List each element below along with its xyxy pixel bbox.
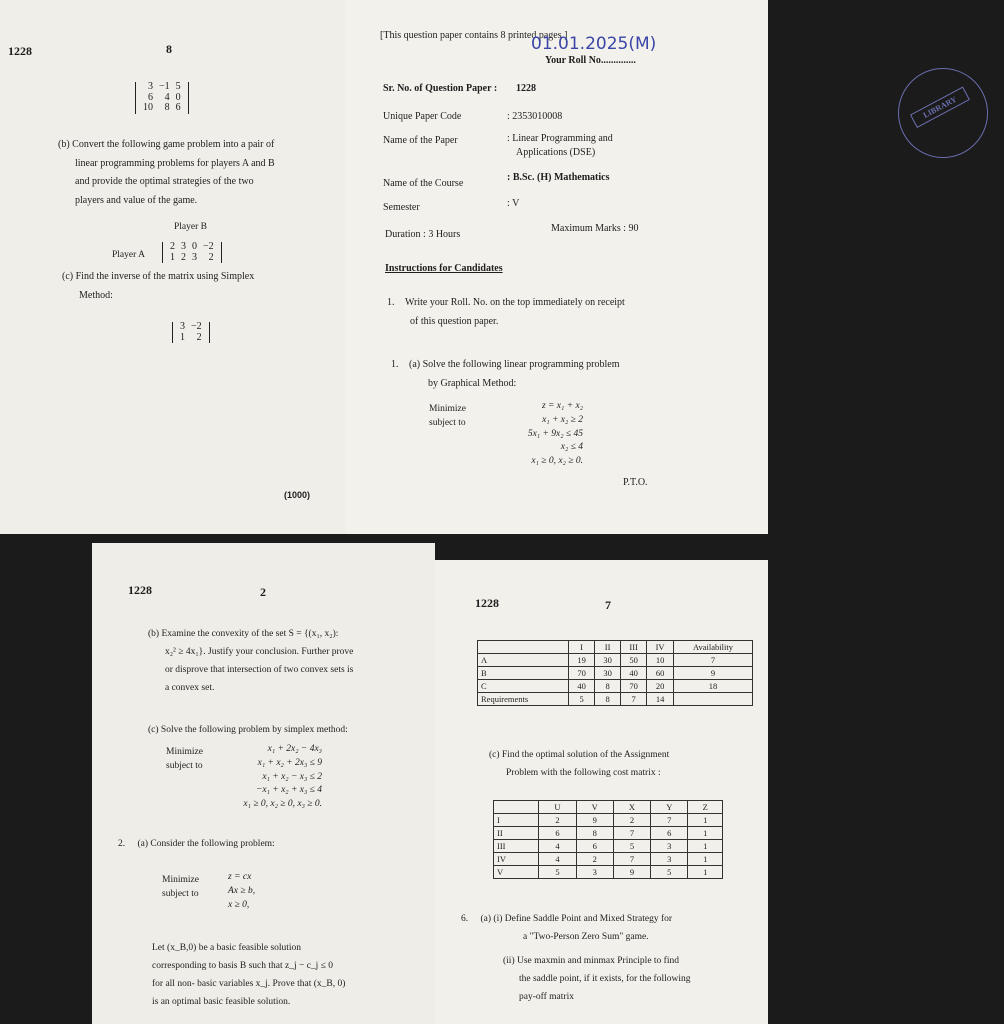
matrix-cell: 5: [175, 81, 181, 92]
table-cell: 6: [576, 840, 613, 853]
field-label: Name of the Paper: [383, 135, 458, 146]
table-cell: 7: [651, 814, 688, 827]
table-cell: 7: [674, 654, 753, 667]
lp-line: x₁ + x₂ + 2x₃ ≤ 9: [257, 757, 322, 768]
lp-line: Ax ≥ b,: [228, 885, 256, 896]
lp-line: x₁ + 2x₂ − 4x₃: [267, 744, 322, 754]
minimize-label: Minimize: [429, 404, 466, 414]
table-cell: 5: [651, 866, 688, 879]
table-cell: 9: [613, 866, 650, 879]
player-a-label: Player A: [112, 250, 145, 260]
field-value: : Linear Programming and: [507, 133, 613, 144]
question-number: 1.: [391, 359, 399, 370]
matrix-cell: −1: [159, 81, 170, 92]
page-code: 1228: [475, 596, 499, 610]
question-b-line: and provide the optimal strategies of the two: [75, 176, 254, 187]
matrix-cell: 0: [175, 91, 181, 103]
question-line: or disprove that intersection of two convex sets is: [165, 665, 354, 676]
max-marks: Maximum Marks : 90: [551, 223, 639, 234]
field-value: 1228: [516, 83, 536, 94]
minimize-label: Minimize: [166, 747, 203, 757]
field-label: Semester: [383, 202, 420, 213]
question-line: by Graphical Method:: [428, 377, 517, 389]
table-cell: 9: [674, 667, 753, 680]
table-cell: 5: [569, 693, 595, 706]
table-cell: [674, 693, 753, 706]
lp-constraints: [493, 400, 583, 469]
instruction-line: Write your Roll. No. on the top immediately on receipt: [405, 297, 625, 308]
question-b-line: players and value of the game.: [75, 194, 198, 206]
question-line: Problem with the following cost matrix :: [506, 768, 661, 779]
problem-constraints: [228, 871, 255, 912]
question-line: the saddle point, if it exists, for the following: [519, 974, 691, 985]
table-row: [494, 853, 723, 866]
table-header-cell: Availability: [674, 641, 753, 654]
matrix-1: [135, 82, 189, 119]
question-c-line: Method:: [79, 289, 113, 301]
question-b-line: Convert the following game problem into a pair of: [72, 139, 275, 150]
table-row: [494, 866, 723, 879]
question-b: [58, 136, 318, 210]
matrix-row: [167, 253, 217, 264]
table-row: [494, 840, 723, 853]
table-cell: 70: [621, 680, 647, 693]
lp-line: x₁ ≥ 0, x₂ ≥ 0.: [531, 456, 583, 467]
table-header-row: [478, 641, 753, 654]
instruction-1: [387, 294, 697, 331]
question-c-line: Find the inverse of the matrix using Simplex: [75, 271, 255, 282]
lp-line: z = x₁ + x₂: [541, 401, 583, 411]
question-line: x₂² ≥ 4x₁}. Justify your conclusion. Further prove: [165, 647, 354, 658]
question-1a: [391, 356, 701, 393]
table-cell: 2: [539, 814, 576, 827]
table-cell: 6: [651, 827, 688, 840]
table-cell: 2: [576, 853, 613, 866]
table-cell: 3: [576, 866, 613, 879]
field-label: Unique Paper Code: [383, 111, 462, 122]
table-row: [494, 814, 723, 827]
subject-to-label: subject to: [166, 761, 203, 771]
minimize-label: Minimize: [162, 875, 199, 885]
library-stamp: [882, 52, 1004, 174]
matrix-cell: 6: [175, 102, 181, 113]
table-cell: 40: [569, 680, 595, 693]
matrix-cell: 8: [164, 102, 170, 113]
table-cell: B: [478, 667, 569, 680]
matrix-row: [177, 333, 205, 344]
subject-to-label: subject to: [162, 889, 199, 899]
table-header-cell: [494, 801, 539, 814]
page-7-sheet: [435, 560, 768, 1024]
lp-line: x ≥ 0,: [228, 899, 250, 910]
matrix-cell: 10: [143, 102, 153, 113]
table-cell: 20: [647, 680, 674, 693]
question-line: (ii) Use maxmin and minmax Principle to find: [503, 956, 679, 966]
matrix-cell: 2: [181, 251, 186, 263]
question-6a-ii: [503, 952, 763, 1006]
table-cell: 1: [688, 827, 723, 840]
question-c-label: (c): [62, 271, 74, 282]
question-line: a convex set.: [165, 683, 215, 694]
matrix-cell: 6: [148, 91, 153, 103]
question-line: (b) Examine the convexity of the set S = {(x₁, x₂):: [148, 629, 339, 639]
page-number: 8: [166, 42, 172, 56]
lp-line: x₁ + x₂ − x₃ ≤ 2: [262, 771, 322, 782]
table-cell: 1: [688, 814, 723, 827]
lp-line: z = cx: [228, 872, 252, 882]
cover-sheet: [345, 0, 959, 534]
header-note: [This question paper contains 8 printed pages.]: [380, 30, 568, 41]
field-value: Applications (DSE): [516, 147, 596, 158]
table-header-cell: III: [621, 641, 647, 654]
field-value: : B.Sc. (H) Mathematics: [507, 172, 610, 183]
table-cell: Requirements: [478, 693, 569, 706]
matrix-cell: 3: [181, 241, 186, 252]
table-cell: 6: [539, 827, 576, 840]
table-cell: III: [494, 840, 539, 853]
table-cell: 1: [688, 866, 723, 879]
question-line: (a) (i) Define Saddle Point and Mixed Strategy for: [480, 914, 673, 924]
question-b: [148, 625, 430, 697]
table-cell: 70: [569, 667, 595, 680]
question-line: (a) Solve the following linear programming problem: [409, 359, 620, 370]
table-header-cell: Y: [651, 801, 688, 814]
matrix-cell: 0: [192, 241, 197, 252]
table-cell: 50: [621, 654, 647, 667]
question-b-label: (b): [58, 139, 70, 150]
instructions-title: Instructions for Candidates: [385, 263, 503, 274]
table-cell: 4: [539, 853, 576, 866]
table-row: [478, 654, 753, 667]
table-cell: C: [478, 680, 569, 693]
table-cell: A: [478, 654, 569, 667]
table-header-cell: U: [539, 801, 576, 814]
paragraph-line: Let (x_B,0) be a basic feasible solution: [152, 943, 302, 953]
matrix-cell: −2: [191, 321, 202, 332]
subject-to-label: subject to: [429, 418, 466, 428]
table-row: [494, 827, 723, 840]
question-line: (a) Consider the following problem:: [137, 839, 275, 849]
table-header-cell: [478, 641, 569, 654]
page-number: 2: [260, 585, 266, 599]
table-cell: 60: [647, 667, 674, 680]
matrix-cell: 3: [148, 81, 153, 92]
question-line: a "Two-Person Zero Sum" game.: [523, 932, 649, 943]
field-label: Sr. No. of Question Paper :: [383, 83, 498, 94]
simplex-lp: [210, 743, 322, 812]
table-cell: 5: [539, 866, 576, 879]
table-header-cell: II: [595, 641, 621, 654]
copies-count: (1000): [284, 490, 311, 500]
matrix-row: [140, 82, 184, 93]
matrix-cell: 4: [164, 91, 170, 103]
table-cell: 14: [647, 693, 674, 706]
question-number: 2.: [118, 839, 126, 849]
matrix-row: [177, 322, 205, 333]
question-6a: [461, 910, 761, 946]
page-number: 7: [605, 598, 611, 612]
table-cell: 7: [613, 827, 650, 840]
table-cell: IV: [494, 853, 539, 866]
game-matrix: [162, 242, 222, 268]
question-c: [489, 746, 769, 782]
table-header-cell: V: [576, 801, 613, 814]
table-cell: 7: [613, 853, 650, 866]
table-cell: 18: [674, 680, 753, 693]
matrix-row: [140, 103, 184, 114]
matrix-cell: 3: [192, 251, 197, 263]
matrix-cell: 1: [170, 251, 175, 263]
table-header-cell: X: [613, 801, 650, 814]
question-c: [62, 268, 322, 305]
page-2-sheet: [92, 543, 435, 1024]
field-value: : V: [507, 198, 520, 209]
table-row: [478, 693, 753, 706]
transportation-table: [477, 640, 753, 706]
table-cell: 10: [647, 654, 674, 667]
page-code: 1228: [8, 44, 32, 58]
table-cell: 3: [651, 840, 688, 853]
instruction-line: of this question paper.: [410, 315, 499, 327]
table-header-cell: Z: [688, 801, 723, 814]
lp-line: 5x₁ + 9x₂ ≤ 45: [527, 428, 583, 439]
lp-line: −x₁ + x₂ + x₃ ≤ 4: [255, 785, 322, 796]
pto: P.T.O.: [623, 477, 648, 488]
inverse-matrix: [172, 322, 210, 348]
table-cell: 30: [595, 654, 621, 667]
player-b-label: Player B: [174, 222, 207, 232]
roll-no: Your Roll No..............: [545, 55, 636, 66]
table-cell: 9: [576, 814, 613, 827]
table-header-cell: I: [569, 641, 595, 654]
table-cell: I: [494, 814, 539, 827]
question-2a: [118, 835, 418, 853]
table-row: [478, 667, 753, 680]
handwritten-date: 01.01.2025(M): [531, 34, 657, 54]
matrix-cell: 3: [180, 321, 185, 332]
paragraph-line: for all non- basic variables x_j. Prove that (x_B, 0): [152, 979, 346, 990]
lp-line: x₂ ≤ 4: [560, 442, 583, 453]
matrix-cell: 2: [196, 331, 202, 343]
matrix-cell: 1: [180, 331, 185, 343]
question-number: 6.: [461, 914, 469, 924]
page-8-sheet: [0, 0, 345, 534]
paragraph-line: is an optimal basic feasible solution.: [152, 997, 291, 1008]
matrix-cell: −2: [203, 241, 214, 252]
table-cell: V: [494, 866, 539, 879]
lp-line: x₁ ≥ 0, x₂ ≥ 0, x₃ ≥ 0.: [243, 799, 322, 810]
question-line: pay-off matrix: [519, 992, 574, 1003]
question-b-line: linear programming problems for players A and B: [75, 157, 275, 169]
matrix-cell: 2: [170, 241, 175, 252]
table-cell: 5: [613, 840, 650, 853]
table-cell: 19: [569, 654, 595, 667]
duration: Duration : 3 Hours: [385, 229, 461, 240]
paragraph-line: corresponding to basis B such that z_j − c_j ≤ 0: [152, 961, 334, 972]
table-cell: 8: [576, 827, 613, 840]
question-c: (c) Solve the following problem by simplex method:: [148, 725, 348, 735]
table-row: [478, 680, 753, 693]
table-cell: II: [494, 827, 539, 840]
question-line: (c) Find the optimal solution of the Assignment: [489, 750, 670, 760]
stamp-text: LIBRARY: [910, 87, 970, 128]
field-label: Name of the Course: [383, 178, 464, 189]
table-cell: 1: [688, 853, 723, 866]
table-header-row: [494, 801, 723, 814]
matrix-cell: 2: [208, 251, 214, 263]
matrix-row: [167, 242, 217, 253]
table-cell: 30: [595, 667, 621, 680]
assignment-table: [493, 800, 723, 879]
table-cell: 1: [688, 840, 723, 853]
table-cell: 8: [595, 680, 621, 693]
page-code: 1228: [128, 583, 152, 597]
lp-line: x₁ + x₂ ≥ 2: [542, 414, 583, 425]
table-cell: 40: [621, 667, 647, 680]
proof-paragraph: [152, 939, 432, 1011]
table-cell: 8: [595, 693, 621, 706]
table-cell: 3: [651, 853, 688, 866]
table-cell: 7: [621, 693, 647, 706]
field-value: : 2353010008: [507, 111, 563, 122]
table-cell: 2: [613, 814, 650, 827]
table-header-cell: IV: [647, 641, 674, 654]
instruction-number: 1.: [387, 297, 395, 308]
table-cell: 4: [539, 840, 576, 853]
